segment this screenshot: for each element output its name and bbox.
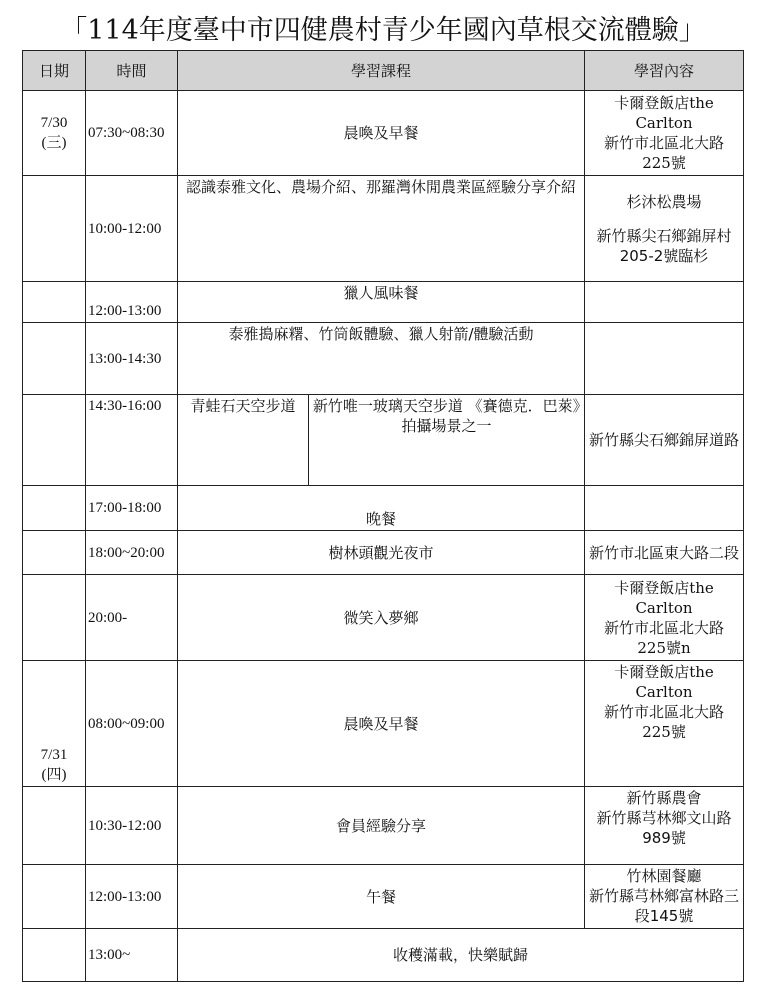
date-cell <box>23 865 86 929</box>
content-line: 新竹市北區北大路 <box>604 703 725 721</box>
course-cell: 收穫滿載，快樂賦歸 <box>178 929 744 982</box>
course-cell: 獵人風味餐 <box>178 282 585 323</box>
time-cell: 13:00-14:30 <box>86 323 178 395</box>
table-row <box>23 91 744 176</box>
content-line: 新竹縣芎林鄉富林路三段145號 <box>589 887 740 925</box>
content-cell <box>585 91 744 176</box>
content-line: 新竹市北區北大路 <box>604 618 725 637</box>
header-date: 日期 <box>23 51 86 91</box>
content-line: 新竹縣尖石鄉錦屏村205-2號臨杉 <box>596 226 732 265</box>
course-cell: 認識泰雅文化、農場介紹、那羅灣休閒農業區經驗分享介紹 <box>178 176 585 282</box>
table-row <box>23 282 744 323</box>
table-row <box>23 176 744 282</box>
time-cell: 18:00~20:00 <box>86 531 178 575</box>
table-row <box>23 395 744 486</box>
time-cell: 20:00- <box>86 575 178 661</box>
content-line: 卡爾登飯店the <box>614 578 714 597</box>
course-cell: 晚餐 <box>178 486 585 531</box>
time-cell: 08:00~09:00 <box>86 661 178 787</box>
content-cell <box>585 323 744 395</box>
content-cell <box>585 176 744 282</box>
course-cell-a: 青蛙石天空步道 <box>178 395 309 486</box>
content-cell <box>585 661 744 787</box>
schedule-table <box>22 50 744 982</box>
date-cell <box>23 929 86 982</box>
page-title: 「114年度臺中市四健農村青少年國內草根交流體驗」 <box>60 15 706 46</box>
time-cell: 14:30-16:00 <box>86 395 178 486</box>
content-line: 卡爾登飯店the <box>614 94 714 112</box>
table-row <box>23 661 744 787</box>
content-line: 杉沐松農場 <box>626 192 702 211</box>
course-cell-b: 新竹唯一玻璃天空步道 《賽德克．巴萊》拍攝場景之一 <box>309 395 585 486</box>
content-line: Carlton <box>635 598 693 617</box>
content-cell <box>585 865 744 929</box>
time-cell: 12:00-13:00 <box>86 282 178 323</box>
course-cell: 樹林頭觀光夜市 <box>178 531 585 575</box>
content-line: 竹林園餐廳 <box>626 867 702 885</box>
time-cell: 10:00-12:00 <box>86 176 178 282</box>
table-row <box>23 929 744 982</box>
header-time: 時間 <box>86 51 178 91</box>
date-cell <box>23 395 86 486</box>
content-cell <box>585 282 744 323</box>
content-line: 新竹市北區北大路 <box>604 134 725 152</box>
content-cell <box>585 575 744 661</box>
table-row <box>23 787 744 865</box>
course-cell: 晨喚及早餐 <box>178 661 585 787</box>
course-cell: 午餐 <box>178 865 585 929</box>
date-cell <box>23 176 86 282</box>
weekday-label: (三) <box>41 135 67 151</box>
date-cell <box>23 787 86 865</box>
table-row <box>23 575 744 661</box>
date-cell <box>23 486 86 531</box>
time-cell: 07:30~08:30 <box>86 91 178 176</box>
time-cell: 13:00~ <box>86 929 178 982</box>
header-course: 學習課程 <box>178 51 585 91</box>
date-cell <box>23 323 86 395</box>
date-label: 7/31 <box>40 747 68 763</box>
content-line: 新竹縣農會 <box>626 789 702 807</box>
date-cell <box>23 531 86 575</box>
content-line: 新竹縣芎林鄉文山路989號 <box>596 809 732 847</box>
table-row <box>23 865 744 929</box>
course-cell: 會員經驗分享 <box>178 787 585 865</box>
date-cell <box>23 282 86 323</box>
content-line: 225號 <box>642 154 686 172</box>
header-row <box>23 51 744 91</box>
course-cell: 泰雅搗麻糬、竹筒飯體驗、獵人射箭/體驗活動 <box>178 323 585 395</box>
content-line: Carlton <box>635 683 693 701</box>
content-line: 225號n <box>637 638 691 657</box>
header-content: 學習內容 <box>585 51 744 91</box>
date-cell <box>23 661 86 787</box>
table-row <box>23 486 744 531</box>
content-cell: 新竹市北區東大路二段 <box>585 531 744 575</box>
table-row <box>23 531 744 575</box>
course-cell: 微笑入夢鄉 <box>178 575 585 661</box>
time-cell: 12:00-13:00 <box>86 865 178 929</box>
content-cell <box>585 787 744 865</box>
content-line: 225號 <box>642 723 686 741</box>
table-row <box>23 323 744 395</box>
date-cell <box>23 91 86 176</box>
date-cell <box>23 575 86 661</box>
weekday-label: (四) <box>41 767 67 783</box>
content-cell <box>585 486 744 531</box>
time-cell: 10:30-12:00 <box>86 787 178 865</box>
time-cell: 17:00-18:00 <box>86 486 178 531</box>
content-cell: 新竹縣尖石鄉錦屏道路 <box>585 395 744 486</box>
content-line: Carlton <box>635 114 693 132</box>
content-line: 卡爾登飯店the <box>614 663 714 681</box>
date-label: 7/30 <box>40 115 68 131</box>
course-cell: 晨喚及早餐 <box>178 91 585 176</box>
